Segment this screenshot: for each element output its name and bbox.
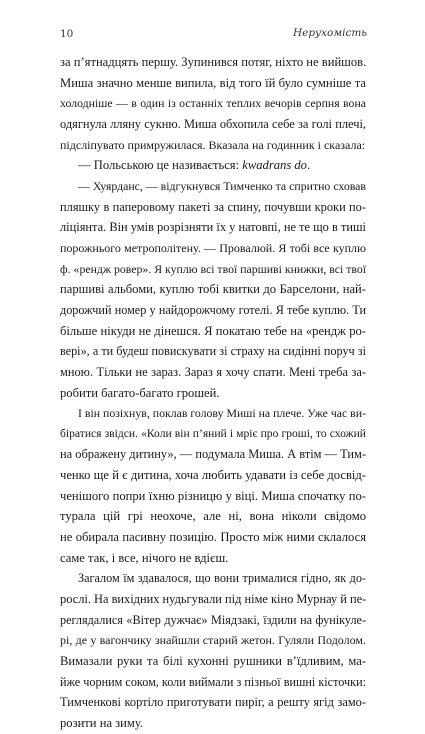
text-line: вері», а ти будеш повискувати зі страху на сидінні поруч зі bbox=[60, 344, 366, 359]
text-line: не обирала пасивну позицію. Просто між ними склалося bbox=[60, 530, 366, 545]
text-line: Миша значно менше випила, від того їй було сумніше та bbox=[60, 75, 366, 90]
text-line: дорожчий номер у найдорожчому готелі. Я тебе куплю. Ти bbox=[60, 302, 366, 317]
text-line: порожнього метрополітену. — Провалюй. Я тобі все куплю bbox=[60, 240, 366, 255]
text-line: йже чорним соком, коли виймали з пізньої вишні кісточки: bbox=[60, 674, 366, 689]
text-line bbox=[60, 155, 366, 176]
page-header bbox=[0, 0, 425, 50]
text-line: І він позіхнув, поклав голову Миші на плече. Уже час ви- bbox=[78, 406, 366, 421]
text-line: ліціянта. Він умів розрізняти їх у натовпі, не те що в тиші bbox=[60, 220, 366, 235]
text-line: паршиві альбоми, куплю тобі квитки до Барселони, най- bbox=[60, 282, 366, 297]
text-line: розити на зиму. bbox=[60, 716, 144, 730]
text-line: за п’ятнадцять першу. Зупинився потяг, ніхто не вийшов. bbox=[60, 55, 367, 69]
text-line: саме так, і все, нічого не вдієш. bbox=[60, 550, 229, 565]
text-segment: — Польською це називається: bbox=[78, 158, 243, 173]
text-line: ченішого попри їхню різницю у віці. Миша спочатку по- bbox=[60, 488, 366, 503]
text-line: на ображену дитину», — подумала Миша. А втім — Тим- bbox=[60, 447, 366, 462]
text-line: рі, де у вагончику знайшли старий жетон. Гуляли Подолом. bbox=[60, 633, 366, 648]
text-line: Тимченкові кортіло приготувати пиріг, а решту ягід замо- bbox=[60, 695, 366, 710]
text-line: біратися звідси. «Коли він п’яний і мріє про гроші, то схожий bbox=[60, 426, 366, 440]
italic-phrase: kwadrans do bbox=[242, 158, 307, 173]
text-line: — Хуярданс, — відгукнувся Тимченко та спритно сховав bbox=[78, 178, 366, 193]
text-line: Вимазали руки та білі кухонні рушники в’їдливим, ма- bbox=[60, 654, 366, 669]
text-line: мною. Тільки не зараз. Зараз я хочу спати. Мені треба за- bbox=[60, 364, 366, 379]
text-line: пляшку в паперовому пакеті за спину, почувши кроки по- bbox=[60, 199, 366, 214]
text-line: ф. «рендж ровер». Я куплю всі твої паршиві книжки, всі твої bbox=[60, 261, 367, 276]
text-line: більше нікуди не дінешся. Я покатаю тебе на «рендж ро- bbox=[60, 323, 366, 338]
text-line: рослі. На вихідних нудьгували під німе кіно Мурнау й пе- bbox=[60, 592, 367, 607]
text-segment: . bbox=[306, 158, 311, 173]
text-line: Загалом їм здавалося, що вони трималися гідно, як до- bbox=[78, 571, 366, 586]
running-title: Нерухомість bbox=[292, 27, 367, 39]
text-line: реглядалися «Вітер дужчає» Міядзакі, їздили на фунікуле- bbox=[60, 612, 366, 627]
text-line: ченко ще й є дитина, хоча любить удавати із себе досвід- bbox=[60, 468, 366, 483]
body-text bbox=[60, 52, 366, 734]
text-line: робити багато-багато грошей. bbox=[60, 385, 220, 400]
text-line: холодніше — в один із останніх теплих вечорів серпня вона bbox=[60, 96, 366, 111]
text-line: турала цій грі неохоче, але ні, вона ніколи свідомо bbox=[60, 509, 366, 524]
text-line: одягнула лляну сукню. Миша обхопила себе за голі плечі, bbox=[60, 116, 366, 131]
page-number: 10 bbox=[60, 28, 74, 40]
text-line: підсліпувато примружилася. Вказала на годинник і сказала: bbox=[60, 137, 366, 152]
